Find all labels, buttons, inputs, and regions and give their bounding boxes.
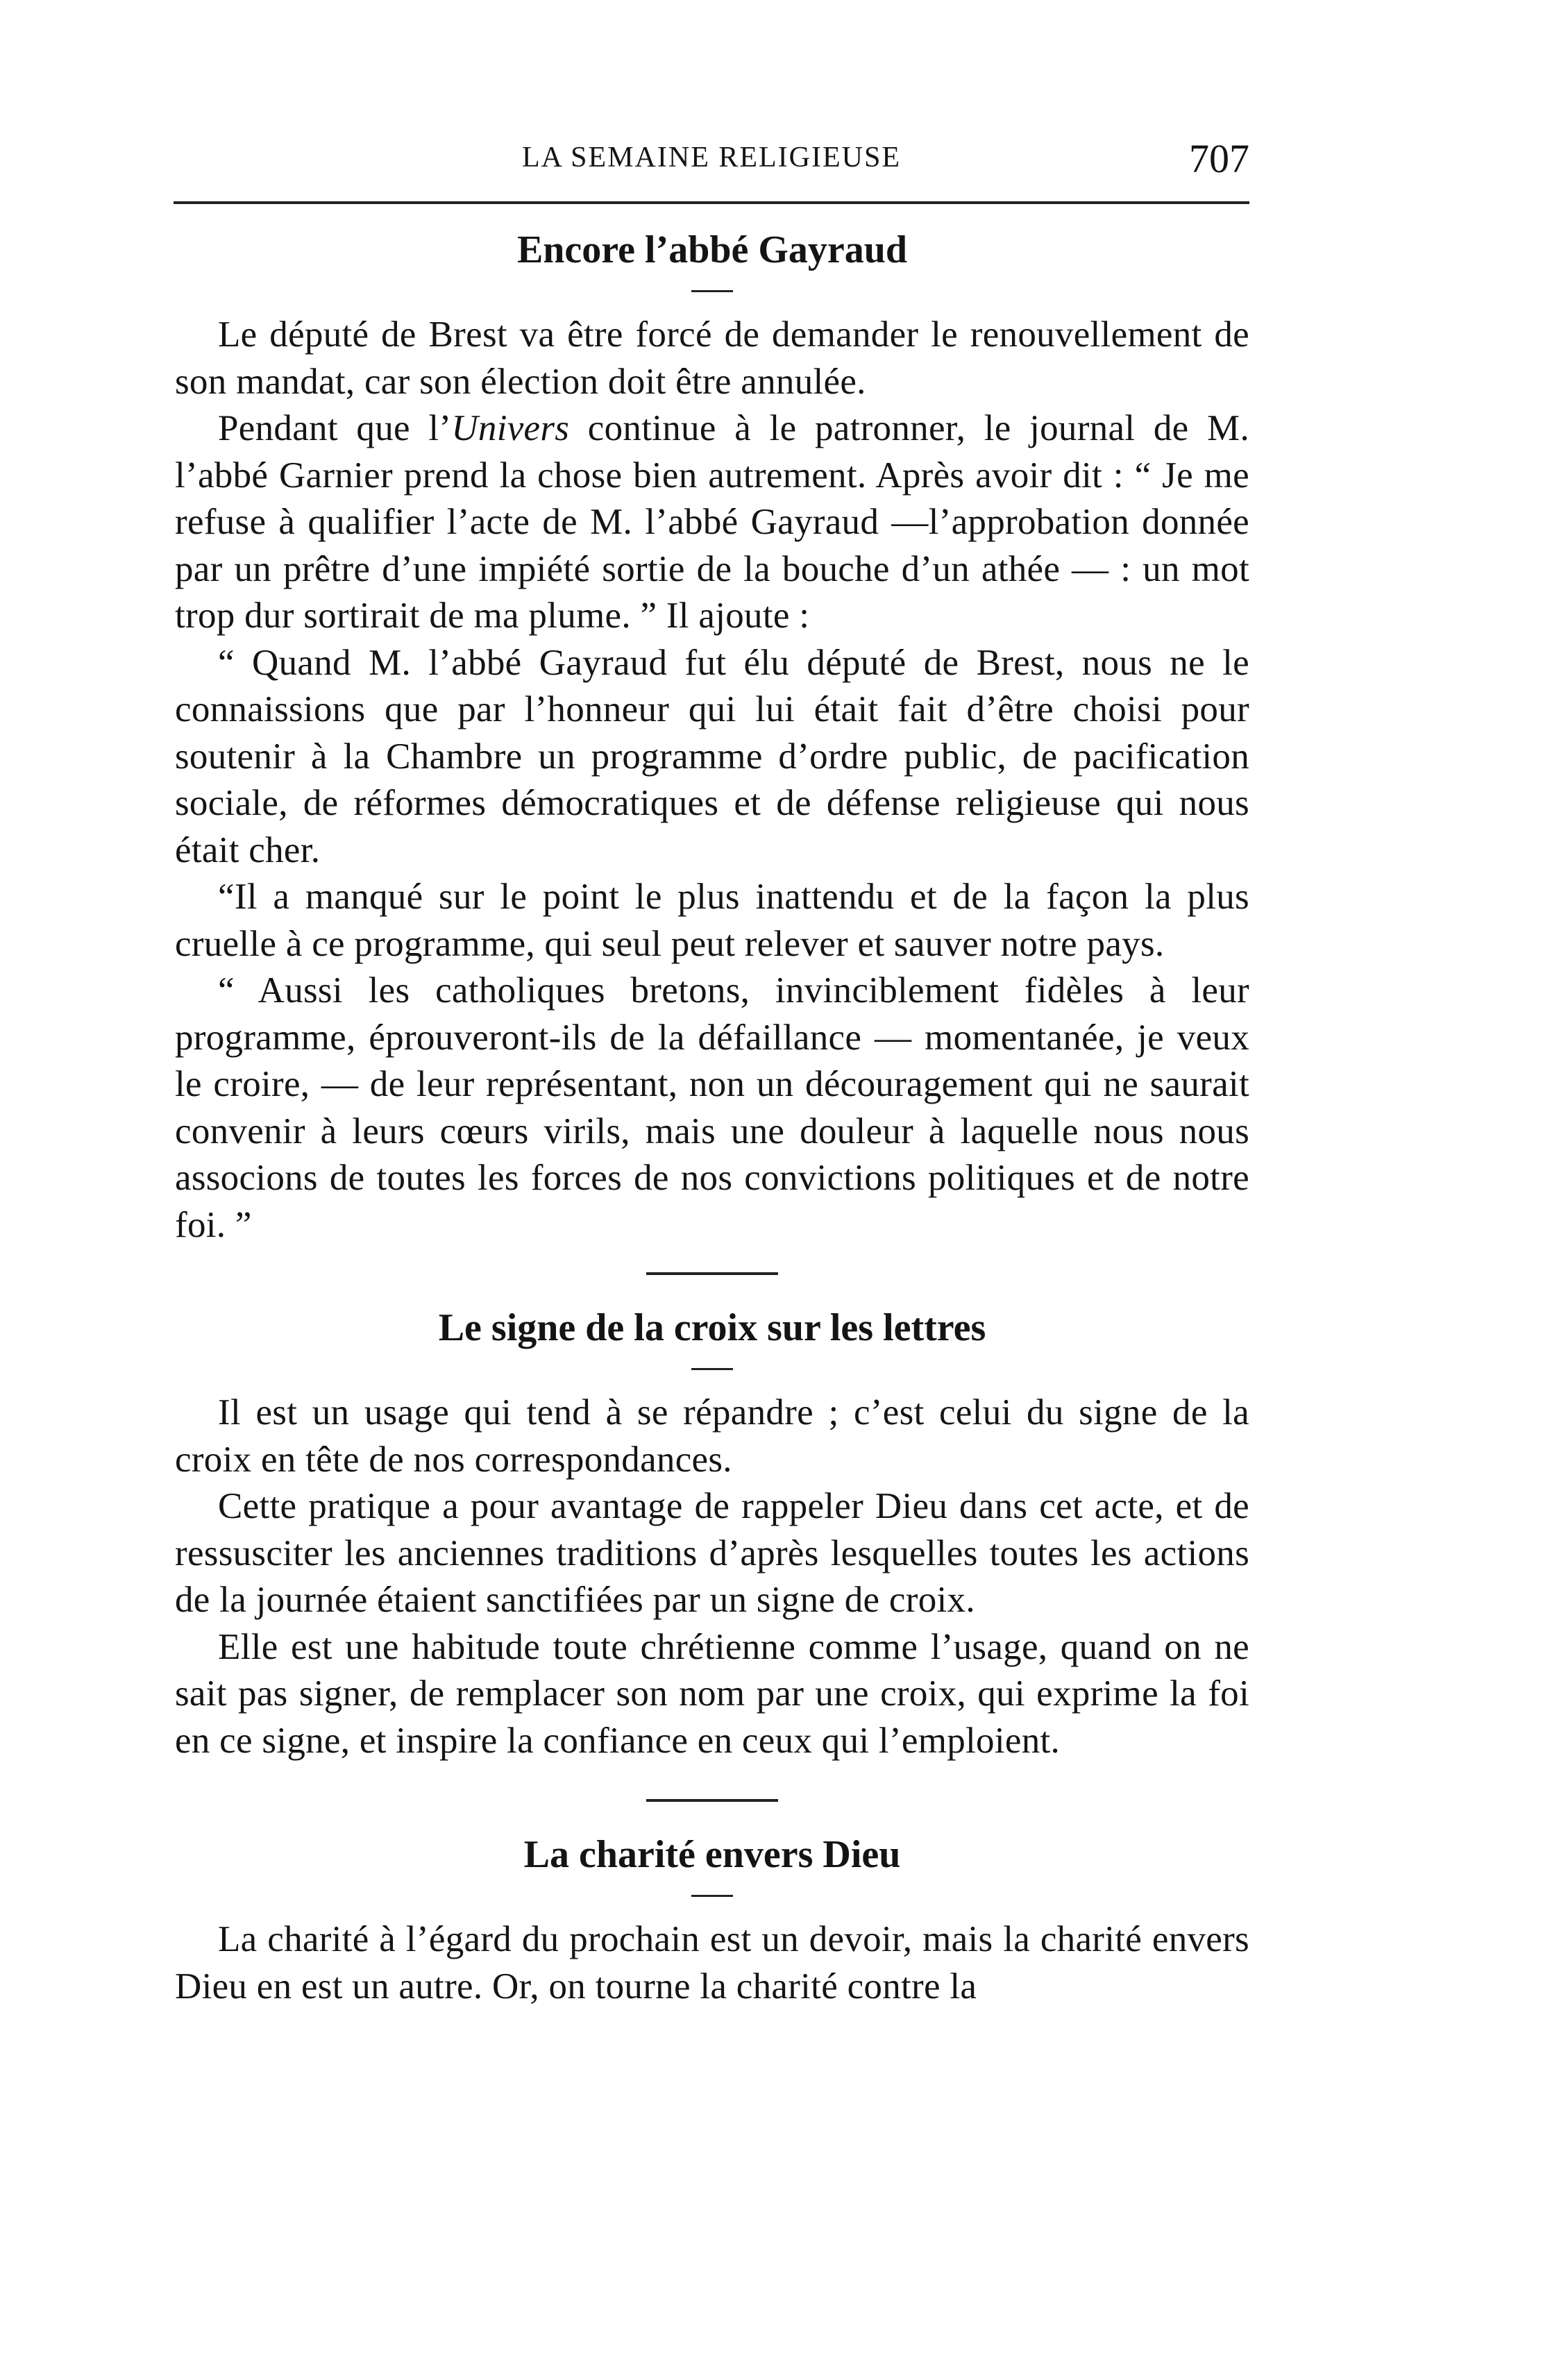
paragraph: La charité à l’égard du prochain est un devoir, mais la charité envers Dieu en est un autre. Or, on tourne la charité contre la — [175, 1919, 1249, 2007]
text-block — [175, 208, 1249, 2010]
paragraph — [175, 405, 1249, 640]
header-rule — [174, 201, 1249, 204]
section-title: Encore l’abbé Gayraud — [516, 228, 908, 271]
paragraph: Cette pratique a pour avantage de rappeler Dieu dans cet acte, et de ressusciter les anciennes traditions d’après lesquelles toutes les actions de la journée étaient sanctifiées par un signe de croix. — [175, 1486, 1249, 1620]
paragraph: “ Quand M. l’abbé Gayraud fut élu député de Brest, nous ne le connaissions que par l’honneur qui lui était fait d’être choisi pour soutenir à la Chambre un programme d’ordre public, de pacification sociale, de réformes démocratiques et de défense religieuse qui nous était cher. — [175, 642, 1249, 870]
running-head — [174, 135, 1249, 184]
title-dash — [691, 290, 733, 292]
running-title: LA SEMAINE RELIGIEUSE — [522, 142, 901, 174]
paragraph: Il est un usage qui tend à se répandre ; c’est celui du signe de la croix en tête de nos correspondances. — [175, 1392, 1249, 1480]
paragraph-text: continue à le patronner, le journal de M. l’abbé Garnier prend la chose bien autrement. Après avoir dit : “ Je me refuse à qualifier l’acte de M. l’abbé Gayraud —l’approbation donnée par un prêtre d’une impiété sortie de la bouche d’un athée — : un mot trop dur sortirait de ma plume. ” Il ajoute : — [175, 408, 1249, 636]
section-title: Le signe de la croix sur les lettres — [438, 1306, 986, 1349]
paragraph: Elle est une habitude toute chrétienne comme l’usage, quand on ne sait pas signer, de remplacer son nom par une croix, qui exprime la foi en ce signe, et inspire la confiance en ceux qui l’emploient. — [175, 1626, 1249, 1761]
section-title: La charité envers Dieu — [523, 1833, 901, 1876]
paragraph: “ Aussi les catholiques bretons, invinciblement fidèles à leur programme, éprouveront-ils de la défaillance — momentanée, je veux le croire, — de leur représentant, non un découragement qui ne saurait convenir à leurs cœurs virils, mais une douleur à laquelle nous nous associons de toutes les forces de nos convictions politiques et de notre foi. ” — [175, 970, 1249, 1245]
section-separator — [646, 1272, 778, 1275]
title-dash — [691, 1368, 733, 1370]
section-separator — [646, 1799, 778, 1802]
paragraph: Le député de Brest va être forcé de demander le renouvellement de son mandat, car son élection doit être annulée. — [175, 314, 1249, 402]
journal-name: Univers — [451, 408, 570, 448]
paragraph: “Il a manqué sur le point le plus inattendu et de la façon la plus cruelle à ce programme, qui seul peut relever et sauver notre pays. — [175, 877, 1249, 964]
title-dash — [691, 1895, 733, 1897]
paragraph-text: Pendant que l’ — [218, 408, 452, 448]
page-number: 707 — [1189, 136, 1249, 181]
